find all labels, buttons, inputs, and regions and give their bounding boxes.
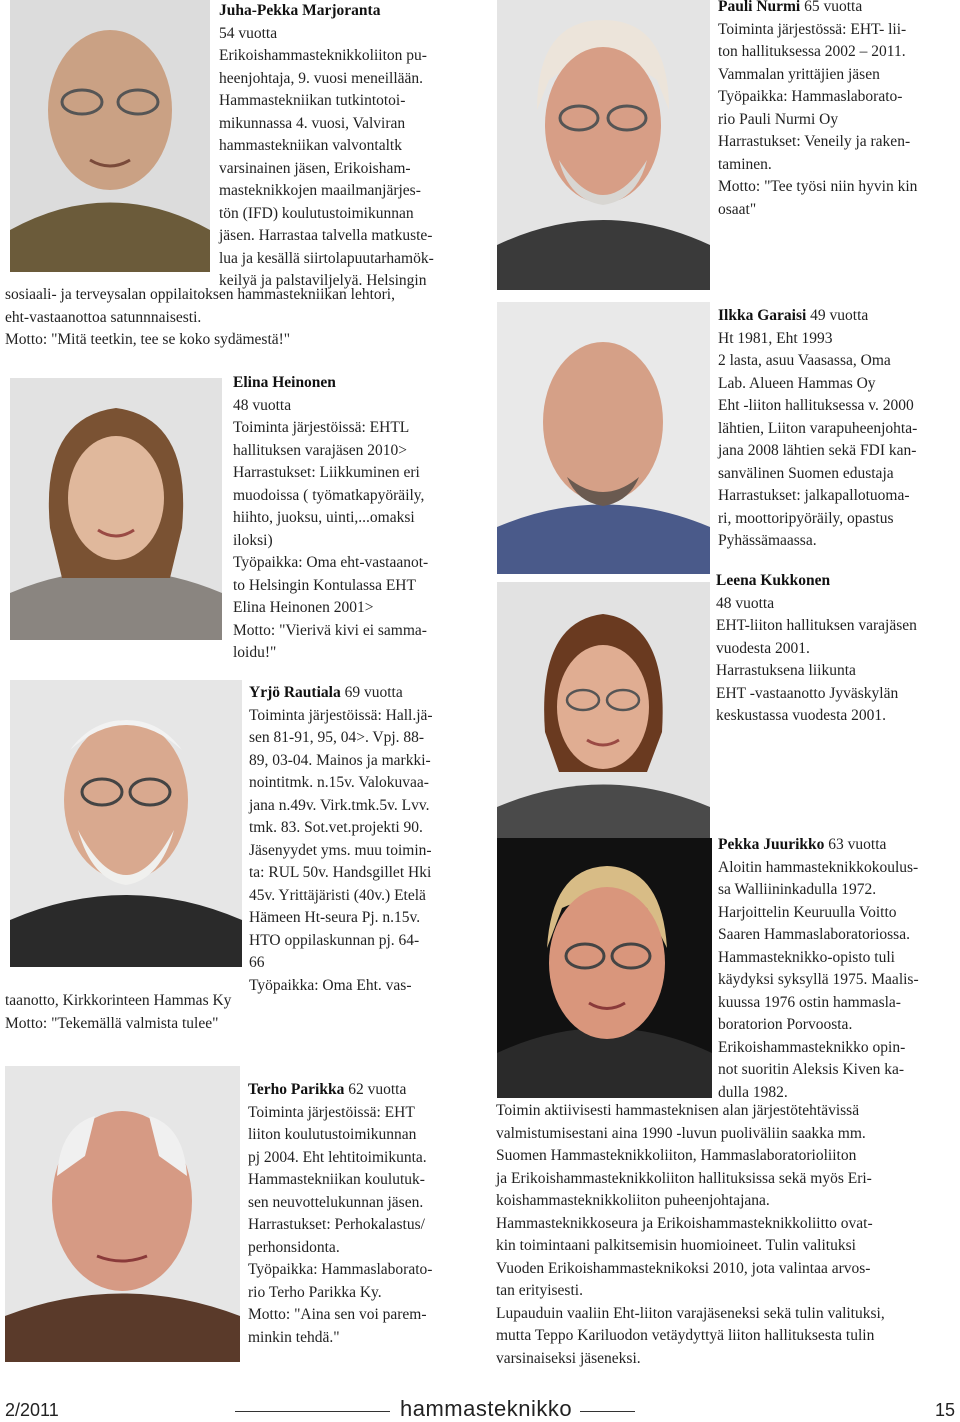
- bio-line: sa Walliininkadulla 1972.: [718, 881, 877, 898]
- bio-line: 2 lasta, asuu Vaasassa, Oma: [718, 352, 891, 369]
- bio-line: Aloitin hammasteknikkokoulus-: [718, 858, 919, 876]
- bio-elina-heinonen: [233, 372, 475, 665]
- magazine-name: hammasteknikko: [400, 1396, 573, 1421]
- bio-line: Erikoishammasteknikkoliiton pu-: [219, 47, 427, 64]
- bio-line: hiihto, juoksu, uinti,...omaksi: [233, 509, 415, 526]
- person-name: Yrjö Rautiala: [249, 684, 341, 701]
- bio-line: varsinainen jäsen, Erikoisham-: [219, 159, 411, 177]
- bio-line: 48 vuotta: [716, 594, 775, 612]
- photo-leena-kukkonen: [497, 582, 710, 848]
- bio-line: keskustassa vuodesta 2001.: [716, 707, 887, 724]
- bio-line: käydyksi syksyllä 1975. Maalis-: [718, 971, 919, 988]
- bio-line: EHT -vastaanotto Jyväskylän: [716, 684, 899, 702]
- page-footer: [0, 1398, 960, 1422]
- bio-line: hallituksen varajäsen 2010>: [233, 441, 408, 459]
- bio-line: Motto: "Vierivä kivi ei samma-: [233, 621, 427, 639]
- person-name: Ilkka Garaisi: [718, 307, 807, 324]
- bio-line: Motto: "Tee työsi niin hyvin kin: [718, 178, 918, 195]
- bio-line: minkin tehdä.": [248, 1328, 340, 1346]
- bio-line: muodoissa ( työmatkapyöräily,: [233, 486, 425, 504]
- bio-line: Eht -liiton hallituksessa v. 2000: [718, 397, 914, 414]
- bio-line: taanotto, Kirkkorinteen Hammas Ky: [5, 992, 232, 1009]
- bio-line: tan erityisesti.: [496, 1282, 583, 1299]
- bio-juha-pekka-marjoranta: [219, 0, 473, 293]
- bio-line: taminen.: [718, 155, 772, 173]
- bio-line: vuodesta 2001.: [716, 639, 810, 657]
- person-age: 49 vuotta: [806, 307, 869, 324]
- person-name: Pauli Nurmi: [718, 0, 801, 15]
- bio-terho-parikka: [248, 1079, 475, 1349]
- photo-terho-parikka: [5, 1066, 240, 1362]
- bio-line: Toiminta järjestöissä: EHT: [248, 1103, 415, 1121]
- bio-line: 48 vuotta: [233, 396, 292, 414]
- bio-line: Harrastukset: jalkapallotuoma-: [718, 487, 910, 504]
- bio-line: Saaren Hammaslaboratoriossa.: [718, 926, 910, 943]
- bio-line: Motto: "Aina sen voi parem-: [248, 1306, 427, 1323]
- person-name: Leena Kukkonen: [716, 572, 831, 589]
- bio-pekka-juurikko: [718, 834, 958, 1104]
- bio-line: Hammastekniikan tutkintotoi-: [219, 92, 406, 109]
- bio-juha-pekka-marjoranta-continued: [5, 284, 475, 352]
- bio-line: masteknikkojen maailmanjärjes-: [219, 182, 421, 199]
- bio-line: ton hallituksessa 2002 – 2011.: [718, 43, 906, 60]
- person-age: 69 vuotta: [340, 684, 403, 701]
- person-age: 62 vuotta: [344, 1081, 407, 1098]
- bio-line: Ht 1981, Eht 1993: [718, 329, 833, 347]
- motto: Motto: "Mitä teetkin, tee se koko sydämestä!": [5, 331, 291, 348]
- bio-line: sosiaali- ja terveysalan oppilaitoksen hammastekniikan lehtori,: [5, 286, 395, 303]
- issue-number: 2/2011: [5, 1400, 59, 1420]
- bio-line: boratorion Porvoosta.: [718, 1016, 853, 1033]
- bio-line: pj 2004. Eht lehtitoimikunta.: [248, 1148, 427, 1166]
- bio-line: heenjohtaja, 9. vuosi meneillään.: [219, 69, 424, 87]
- bio-line: Toimin aktiivisesti hammasteknisen alan järjestötehtävissä: [496, 1102, 860, 1119]
- bio-header: [249, 682, 475, 705]
- bio-line: Hämeen Ht-seura Pj. n.15v.: [249, 909, 421, 926]
- bio-line: kin toimintaani palkitsemisin huomioineet. Tulin valituksi: [496, 1237, 856, 1254]
- bio-header: [248, 1079, 475, 1102]
- person-name: Pekka Juurikko: [718, 836, 825, 853]
- bio-line: Erikoishammasteknikko opin-: [718, 1038, 906, 1056]
- bio-line: Pyhässämaassa.: [718, 532, 817, 549]
- bio-line: Harjoittelin Keuruulla Voitto: [718, 903, 897, 921]
- bio-line: Hammastekniikan koulutuk-: [248, 1171, 425, 1188]
- bio-line: HTO oppilaskunnan pj. 64-: [249, 931, 420, 949]
- bio-line: koishammasteknikkoliiton puheenjohtajana.: [496, 1192, 770, 1209]
- bio-header: [718, 0, 958, 19]
- bio-line: not suoritin Aleksis Kiven ka-: [718, 1061, 904, 1078]
- bio-line: Harrastuksena liikunta: [716, 662, 856, 679]
- bio-line: Toiminta järjestöissä: Hall.jä-: [249, 706, 433, 724]
- photo-pauli-nurmi: [497, 0, 710, 290]
- bio-pauli-nurmi: [718, 0, 958, 221]
- bio-line: 89, 03-04. Mainos ja markki-: [249, 751, 431, 769]
- bio-line: keilyä ja palstaviljelyä. Helsingin: [219, 272, 427, 289]
- bio-line: kuussa 1976 ostin hammasla-: [718, 993, 901, 1011]
- bio-line: nointitmk. n.15v. Valokuvaa-: [249, 774, 429, 791]
- bio-line: rio Pauli Nurmi Oy: [718, 110, 839, 128]
- bio-line: ta: RUL 50v. Handsgillet Hki: [249, 864, 432, 881]
- person-name: Elina Heinonen: [233, 374, 336, 391]
- bio-line: Työpaikka: Hammaslaborato-: [718, 88, 903, 105]
- bio-line: jana 2008 lähtien sekä FDI kan-: [718, 442, 917, 459]
- bio-line: Toiminta järjestöissä: EHTL: [233, 419, 410, 436]
- bio-line: to Helsingin Kontulassa EHT: [233, 576, 416, 594]
- bio-line: hammastekniikan valvontaltk: [219, 137, 402, 154]
- bio-line: sen 81-91, 95, 04>. Vpj. 88-: [249, 729, 425, 746]
- bio-line: Suomen Hammasteknikkoliiton, Hammaslaboratorioliiton: [496, 1147, 857, 1164]
- bio-line: varsinaiseksi jäseneksi.: [496, 1349, 641, 1367]
- bio-line: mutta Teppo Kariluodon vetäydyttyä liiton hallituksesta tulin: [496, 1327, 875, 1344]
- bio-line: Vuoden Erikoishammasteknikoksi 2010, jota valintaa arvos-: [496, 1259, 871, 1277]
- bio-line: Toiminta järjestössä: EHT- lii-: [718, 20, 907, 38]
- footer-rule-left: [235, 1411, 390, 1412]
- bio-line: tön (IFD) koulutustoimikunnan: [219, 204, 414, 222]
- bio-line: Lupauduin vaaliin Eht-liiton varajäseneksi sekä tulin valituksi,: [496, 1304, 885, 1322]
- person-name: Juha-Pekka Marjoranta: [219, 2, 381, 19]
- bio-line: Harrastukset: Liikkuminen eri: [233, 464, 420, 481]
- bio-line: liiton koulutustoimikunnan: [248, 1126, 417, 1143]
- photo-elina-heinonen: [10, 378, 222, 640]
- bio-line: Elina Heinonen 2001>: [233, 599, 374, 616]
- bio-line: loidu!": [233, 644, 277, 661]
- page-number: 15: [934, 1400, 955, 1420]
- motto: osaat": [718, 200, 757, 218]
- bio-line: 54 vuotta: [219, 24, 278, 42]
- person-name: Terho Parikka: [248, 1081, 345, 1098]
- bio-yrjo-rautiala: [249, 682, 475, 997]
- bio-leena-kukkonen: [716, 570, 958, 728]
- bio-line: sanvälinen Suomen edustaja: [718, 464, 894, 482]
- bio-line: Harrastukset: Perhokalastus/: [248, 1216, 425, 1233]
- person-age: 65 vuotta: [800, 0, 863, 15]
- bio-line: 66: [249, 954, 265, 971]
- bio-line: ja Erikoishammasteknikkoliiton hallituksissa sekä myös Eri-: [496, 1169, 872, 1187]
- bio-line: jana n.49v. Virk.tmk.5v. Lvv.: [249, 796, 430, 814]
- bio-yrjo-rautiala-continued: [5, 990, 475, 1035]
- bio-line: iloksi): [233, 531, 273, 549]
- motto: Motto: "Tekemällä valmista tulee": [5, 1014, 219, 1032]
- bio-line: valmistumisestani aina 1990 -luvun puoliväliin saakka mm.: [496, 1124, 866, 1142]
- photo-ilkka-garaisi: [497, 302, 710, 574]
- bio-line: jäsen. Harrastaa talvella matkuste-: [219, 227, 433, 244]
- bio-line: sen neuvottelukunnan jäsen.: [248, 1193, 424, 1211]
- bio-line: Jäsenyydet yms. muu toimin-: [249, 841, 432, 859]
- photo-pekka-juurikko: [497, 838, 712, 1098]
- photo-juha-pekka-marjoranta: [10, 0, 210, 272]
- bio-line: Työpaikka: Hammaslaborato-: [248, 1261, 433, 1278]
- bio-line: Hammasteknikkoseura ja Erikoishammasteknikkoliitto ovat-: [496, 1214, 873, 1232]
- bio-line: 45v. Yrittäjäristi (40v.) Etelä: [249, 886, 426, 904]
- bio-line: lähtien, Liiton varapuheenjohta-: [718, 419, 918, 437]
- footer-rule-right: [580, 1411, 635, 1412]
- person-age: 63 vuotta: [824, 836, 887, 853]
- bio-line: ri, moottoripyöräily, opastus: [718, 509, 894, 527]
- bio-header: [718, 305, 958, 328]
- bio-header: [718, 834, 958, 857]
- bio-pekka-juurikko-continued: [496, 1100, 958, 1370]
- bio-line: Työpaikka: Oma eht-vastaanot-: [233, 554, 429, 571]
- bio-line: EHT-liiton hallituksen varajäsen: [716, 617, 917, 634]
- bio-line: Vammalan yrittäjien jäsen: [718, 65, 880, 83]
- bio-line: tmk. 83. Sot.vet.projekti 90.: [249, 819, 423, 836]
- bio-line: Hammasteknikko-opisto tuli: [718, 948, 895, 966]
- bio-line: dulla 1982.: [718, 1083, 788, 1101]
- bio-line: mikunnassa 4. vuosi, Valviran: [219, 114, 406, 132]
- photo-yrjo-rautiala: [10, 680, 242, 967]
- bio-line: rio Terho Parikka Ky.: [248, 1283, 382, 1301]
- bio-line: eht-vastaanottoa satunnnaisesti.: [5, 308, 202, 326]
- bio-ilkka-garaisi: [718, 305, 958, 553]
- bio-line: lua ja kesällä siirtolapuutarhamök-: [219, 249, 434, 267]
- bio-line: Työpaikka: Oma Eht. vas-: [249, 976, 412, 994]
- bio-line: Harrastukset: Veneily ja raken-: [718, 133, 911, 150]
- bio-line: Lab. Alueen Hammas Oy: [718, 374, 876, 392]
- bio-line: perhonsidonta.: [248, 1238, 340, 1256]
